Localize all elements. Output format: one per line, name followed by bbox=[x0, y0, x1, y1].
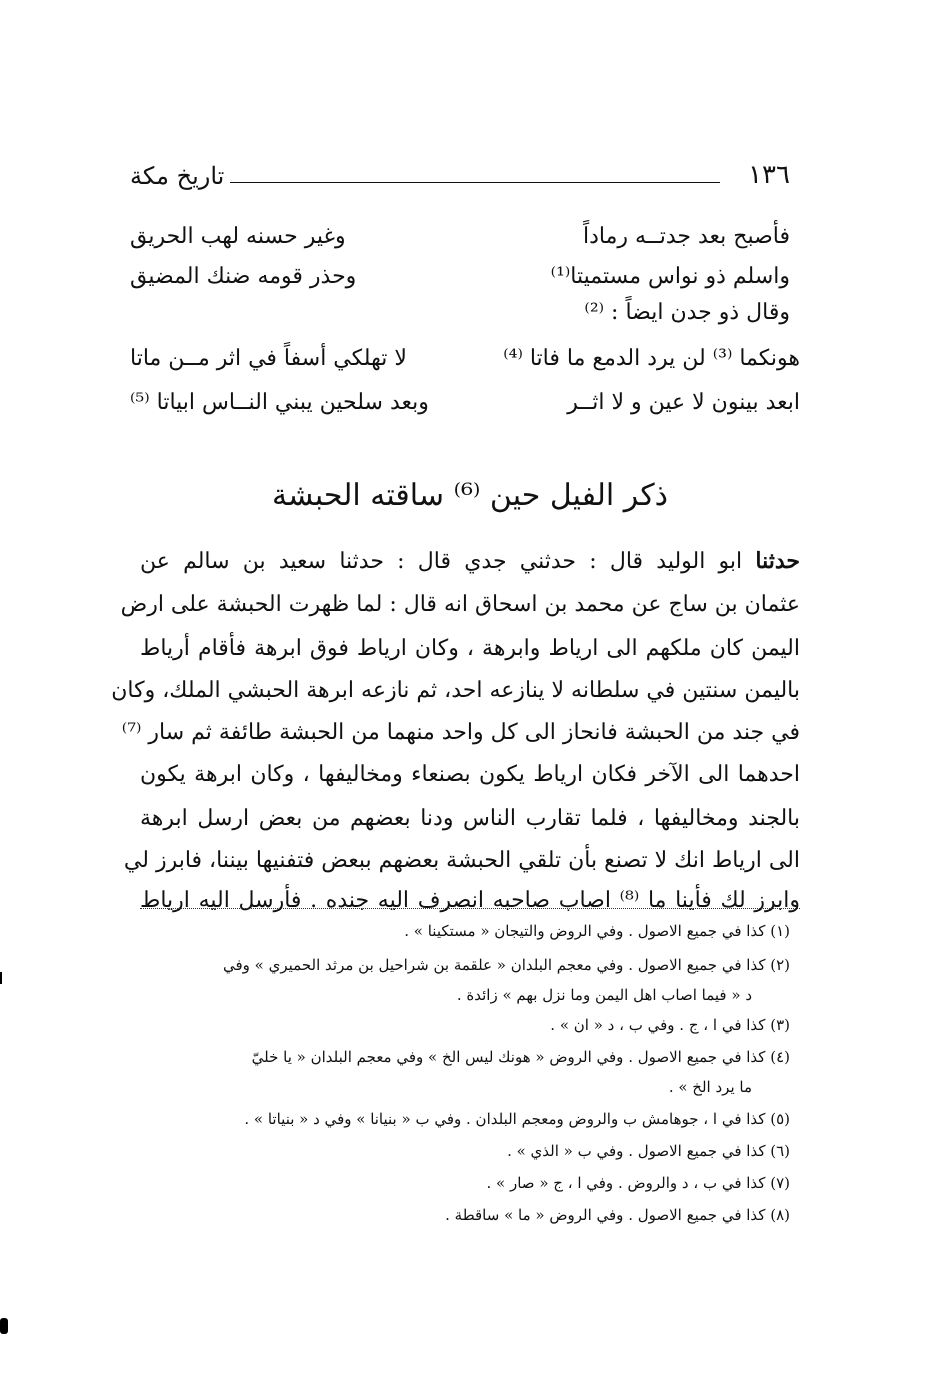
verse-second-hemistich: وحذر قومه ضنك المضيق bbox=[130, 264, 357, 289]
verse bbox=[130, 346, 800, 386]
footnote: (٨) كذا في جميع الاصول . وفي الروض « ما » ساقطة . bbox=[445, 1206, 790, 1224]
body-line: عثمان بن ساج عن محمد بن اسحاق انه قال : لما ظهرت الحبشة على ارض bbox=[120, 592, 800, 617]
footnote-separator bbox=[140, 908, 800, 909]
footnote: (٣) كذا في ا ، ج . وفي ب ، د « ان » . bbox=[550, 1016, 790, 1034]
body-line: اليمن كان ملكهم الى ارياط وابرهة ، وكان ارياط فوق ابرهة فأقام أرياط bbox=[140, 636, 800, 661]
footnote: (٧) كذا في ب ، د والروض . وفي ا ، ج « صار » . bbox=[486, 1174, 790, 1192]
body-line: وابرز لك فأينا ما ⁽⁸⁾ اصاب صاحبه انصرف اليه جنده . فأرسل اليه ارياط bbox=[140, 888, 801, 913]
footnote: (٥) كذا في ا ، جوهامش ب والروض ومعجم البلدان . وفي ب « بنيانا » وفي د « بنياتا » . bbox=[244, 1110, 790, 1128]
footnote-continuation: د « فيما اصاب اهل اليمن وما نزل بهم » زائدة . bbox=[456, 986, 752, 1004]
body-line-text: ابو الوليد قال : حدثني جدي قال : حدثنا سعيد بن سالم عن bbox=[140, 549, 756, 574]
scan-mark bbox=[0, 972, 2, 984]
body-line: احدهما الى الآخر فكان ارياط يكون بصنعاء ومخاليفها ، وكان ابرهة يكون bbox=[140, 762, 800, 787]
body-line bbox=[140, 548, 800, 592]
book-title: تاريخ مكة bbox=[130, 162, 225, 190]
footnote: (٦) كذا في جميع الاصول . وفي ب « الذي » . bbox=[507, 1142, 790, 1160]
footnote: (١) كذا في جميع الاصول . وفي الروض والتيجان « مستكينا » . bbox=[404, 922, 790, 940]
page-number: ١٣٦ bbox=[748, 160, 790, 190]
verse bbox=[130, 390, 800, 430]
verse-first-hemistich: هونكما ⁽³⁾ لن يرد الدمع ما فاتا ⁽⁴⁾ bbox=[503, 346, 800, 371]
footnote: (٢) كذا في جميع الاصول . وفي معجم البلدان « علقمة بن شراحيل بن مرثد الحميري » وفي bbox=[223, 956, 790, 974]
verse-second-hemistich: وبعد سلحين يبني النــاس ابياتا ⁽⁵⁾ bbox=[130, 390, 429, 415]
verse-first-hemistich: فأصبح بعد جدتــه رماداً bbox=[583, 224, 790, 249]
verse bbox=[130, 224, 790, 264]
body-line: الى ارياط انك لا تصنع بأن تلقي الحبشة بعضهم ببعض فتفنيها بيننا، فابرز لي bbox=[123, 848, 800, 873]
verse-second-hemistich: لا تهلكي أسفاً في اثر مــن ماتا bbox=[130, 346, 407, 371]
verse-first-hemistich: ابعد بينون لا عين و لا اثــر bbox=[567, 390, 800, 415]
footnote: (٤) كذا في جميع الاصول . وفي الروض « هونك ليس الخ » وفي معجم البلدان « يا خليّ bbox=[251, 1048, 790, 1066]
body-line: في جند من الحبشة فانحاز الى كل واحد منهما من الحبشة طائفة ثم سار ⁽⁷⁾ bbox=[121, 720, 800, 745]
running-header bbox=[130, 160, 790, 200]
section-heading: ذكر الفيل حين ⁽⁶⁾ ساقته الحبشة bbox=[272, 478, 668, 513]
verse-second-hemistich: وغير حسنه لهب الحريق bbox=[130, 224, 346, 249]
verse bbox=[130, 264, 790, 304]
body-line: باليمن سنتين في سلطانه لا ينازعه احد، ثم نازعه ابرهة الحبشي الملك، وكان bbox=[111, 678, 800, 703]
scan-mark bbox=[0, 1318, 8, 1334]
poem-intro: وقال ذو جدن ايضاً : ⁽²⁾ bbox=[584, 300, 790, 325]
lead-word: حدثنا bbox=[755, 548, 800, 574]
footnote-continuation: ما يرد الخ » . bbox=[668, 1078, 752, 1096]
header-rule bbox=[230, 182, 720, 183]
verse-first-hemistich: واسلم ذو نواس مستميتا⁽¹⁾ bbox=[550, 264, 790, 289]
body-line: بالجند ومخاليفها ، فلما تقارب الناس ودنا بعضهم من بعض ارسل ابرهة bbox=[140, 806, 800, 831]
